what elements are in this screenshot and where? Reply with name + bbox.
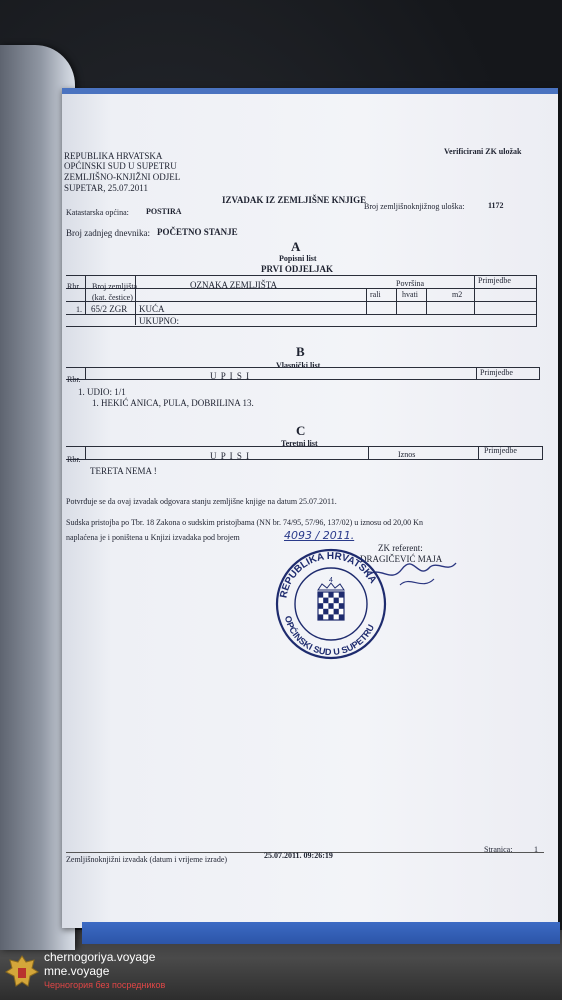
col-c-primjedbe: Primjedbe [484, 446, 517, 455]
watermark-line2: mne.voyage [44, 964, 110, 978]
section-c-table-header [66, 446, 543, 460]
col-b-upisi: U P I S I [210, 371, 251, 381]
col-a-oznaka: OZNAKA ZEMLJIŠTA [190, 280, 278, 290]
footer-datetime: 25.07.2011. 09:26:19 [264, 851, 333, 860]
svg-text:4: 4 [329, 577, 333, 584]
footer-page-label: Stranica: [484, 845, 513, 854]
section-c-subtitle: Teretni list [281, 439, 318, 448]
dnevnik-label: Broj zadnjeg dnevnika: [66, 228, 150, 238]
b-udio: 1. UDIO: 1/1 [78, 387, 126, 397]
section-a-letter: A [291, 239, 301, 254]
header-date: SUPETAR, 25.07.2011 [64, 183, 148, 193]
col-a-primjedbe: Primjedbe [478, 276, 511, 285]
section-b-subtitle: Vlasnički list [276, 361, 321, 370]
fee-text-line2: naplaćena je i poništena u Knjizi izvadaka pod brojem [66, 533, 240, 542]
col-a-rali: rali [370, 290, 381, 299]
section-b-table-header [66, 367, 540, 380]
col-b-primjedbe: Primjedbe [480, 368, 513, 377]
col-a-rbr: Rbr. [67, 282, 81, 291]
verified-label: Verificirani ZK uložak [444, 147, 522, 156]
row-a-oznaka: KUĆA [139, 304, 165, 314]
svg-text:REPUBLIKA HRVATSKA: REPUBLIKA HRVATSKA [278, 550, 379, 599]
section-a-subtitle: Popisni list [279, 254, 317, 263]
footer-label: Zemljišnoknjižni izvadak (datum i vrijeme izrade) [66, 855, 228, 864]
referent-label: ZK referent: [378, 543, 423, 553]
watermark-line1: chernogoriya.voyage [44, 950, 156, 964]
katastarska-value: POSTIRA [146, 207, 182, 216]
col-b-rbr: Rbr. [67, 375, 81, 384]
section-c-letter: C [296, 423, 306, 438]
svg-text:OPĆINSKI SUD U SUPETRU: OPĆINSKI SUD U SUPETRU [282, 614, 377, 658]
col-a-m2: m2 [452, 290, 463, 299]
row-a-total: UKUPNO: [139, 316, 180, 326]
col-c-rbr: Rbr. [67, 455, 81, 464]
katastarska-label: Katastarska općina: [66, 208, 129, 217]
c-entry: TERETA NEMA ! [90, 466, 157, 476]
col-a-broj: Broj zemljišta [92, 282, 138, 291]
header-court: OPĆINSKI SUD U SUPETRU [64, 161, 177, 171]
col-a-hvati: hvati [402, 290, 418, 299]
row-a-broj: 65/2 ZGR [91, 304, 128, 314]
col-c-upisi: U P I S I [210, 451, 251, 461]
document-title: IZVADAK IZ ZEMLJIŠNE KNJIGE [222, 195, 367, 205]
b-owner: 1. HEKIĆ ANICA, PULA, DOBRILINA 13. [92, 398, 254, 408]
fee-text-line1: Sudska pristojba po Tbr. 18 Zakona o sudskim pristojbama (NN br. 74/95, 57/96, 137/02) u iznosu od 20,00 Kn [66, 518, 423, 527]
section-b-letter: B [296, 344, 305, 359]
ulozak-label: Broj zemljišnoknjižnog uloška: [364, 202, 465, 211]
footer-page-value: 1 [534, 845, 538, 854]
header-republic: REPUBLIKA HRVATSKA [64, 151, 163, 161]
fee-number-handwritten: 4093 / 2011. [284, 529, 355, 542]
montenegro-eagle-icon [4, 952, 40, 992]
header-department: ZEMLJIŠNO-KNJIŽNI ODJEL [64, 172, 181, 182]
ulozak-value: 1172 [488, 201, 504, 210]
section-a-part: PRVI ODJELJAK [261, 264, 333, 274]
watermark-line3: Черногория без посредников [44, 980, 166, 990]
referent-name: DRAGIČEVIĆ MAJA [360, 554, 443, 564]
court-seal-stamp [272, 548, 390, 660]
dnevnik-value: POČETNO STANJE [157, 227, 238, 237]
certification-text: Potvrđuje se da ovaj izvadak odgovara stanju zemljišne knjige na datum 25.07.2011. [66, 497, 337, 506]
col-c-iznos: Iznos [398, 450, 416, 459]
watermark [4, 950, 204, 996]
col-a-povrsina: Površina [396, 279, 424, 288]
col-a-kat: (kat. čestice) [92, 293, 133, 302]
row-a-rbr: 1. [76, 305, 82, 314]
